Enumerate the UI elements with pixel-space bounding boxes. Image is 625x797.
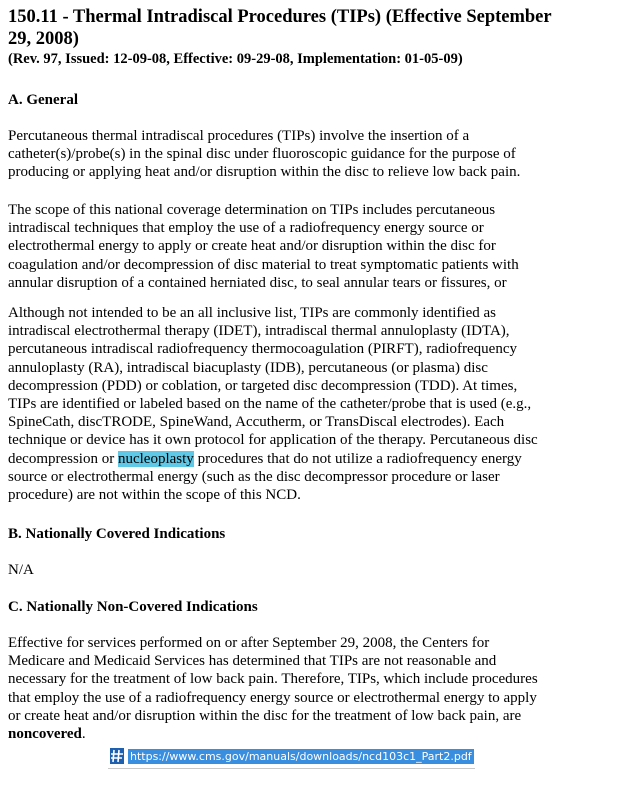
text-line: electrothermal energy to apply or create heat and/or disruption within the disc for: [8, 238, 496, 255]
title-line-1: 150.11 - Thermal Intradiscal Procedures (TIPs) (Effective September: [8, 7, 552, 27]
text-line: Effective for services performed on or after September 29, 2008, the Centers for: [8, 635, 490, 651]
text-line: SpineCath, discTRODE, SpineWand, Accutherm, or TransDiscal electrodes). Each: [8, 414, 505, 431]
search-highlight: nucleoplasty: [117, 450, 194, 467]
text-line: coagulation and/or decompression of disc material to treat symptomatic patients with: [8, 256, 519, 273]
text-line: N/A: [8, 562, 34, 578]
text-line: percutaneous intradiscal radiofrequency thermocoagulation (PIRFT), radiofrequency: [8, 341, 517, 358]
section-a-paragraph-1: [8, 127, 618, 182]
text-line: annuloplasty (RA), intradiscal biacuplasty (IDB), percutaneous (or plasma) disc: [8, 359, 488, 376]
text-line: catheter(s)/probe(s) in the spinal disc under fluoroscopic guidance for the purpose of: [8, 146, 516, 163]
section-c-heading: C. Nationally Non-Covered Indications: [8, 599, 258, 615]
revision-info: (Rev. 97, Issued: 12-09-08, Effective: 09-29-08, Implementation: 01-05-09): [8, 51, 463, 67]
text-line: intradiscal electrothermal therapy (IDET), intradiscal thermal annuloplasty (IDTA),: [8, 323, 510, 340]
section-a-paragraph-2: [8, 201, 618, 292]
section-c-paragraph: [8, 634, 618, 743]
section-b-heading: B. Nationally Covered Indications: [8, 526, 226, 542]
text-line: Medicare and Medicaid Services has determined that TIPs are not reasonable and: [8, 653, 497, 670]
trailing-period: .: [81, 726, 86, 743]
noncovered-bold: noncovered: [8, 726, 82, 743]
text-line: TIPs are identified or labeled based on the name of the catheter/probe that is used (e.g.,: [8, 396, 532, 413]
text-line: The scope of this national coverage determination on TIPs includes percutaneous: [8, 202, 496, 218]
text-line: annular disruption of a contained herniated disc, to seal annular tears or fissures, or: [8, 274, 507, 291]
text-before-highlight: decompression or: [8, 450, 118, 467]
page-title: [8, 6, 613, 50]
section-b-text: [8, 561, 618, 579]
text-line: decompression (PDD) or coblation, or targeted disc decompression (TDD). At times,: [8, 377, 518, 394]
link-icon: [110, 748, 124, 764]
text-line: intradiscal techniques that employ the use of a radiofrequency energy source or: [8, 220, 484, 237]
url-bar[interactable]: [108, 744, 475, 769]
section-a-paragraph-3: [8, 304, 618, 504]
text-line: necessary for the treatment of low back pain. Therefore, TIPs, which include procedures: [8, 671, 538, 688]
section-a-heading: A. General: [8, 92, 78, 108]
text-line: that employ the use of a radiofrequency energy source or electrothermal energy to apply: [8, 689, 537, 706]
url-text[interactable]: https://www.cms.gov/manuals/downloads/ncd103c1_Part2.pdf: [130, 749, 472, 763]
text-line: Percutaneous thermal intradiscal procedures (TIPs) involve the insertion of a: [8, 128, 470, 144]
text-line: or create heat and/or disruption within the disc for the treatment of low back pain, are: [8, 707, 522, 724]
text-after-highlight: procedures that do not utilize a radiofrequency energy: [193, 450, 522, 467]
text-line-highlighted: [8, 450, 618, 468]
text-line: Although not intended to be an all inclusive list, TIPs are commonly identified as: [8, 305, 496, 321]
text-line: producing or applying heat and/or disruption within the disc to relieve low back pain.: [8, 164, 521, 181]
title-line-2: 29, 2008): [8, 29, 79, 49]
text-line: source or electrothermal energy (such as the disc decompressor procedure or laser: [8, 468, 500, 485]
text-line: procedure) are not within the scope of this NCD.: [8, 487, 301, 504]
text-line-last: [8, 725, 618, 743]
text-line: technique or device has it own protocol for application of the therapy. Percutaneous disc: [8, 432, 538, 449]
